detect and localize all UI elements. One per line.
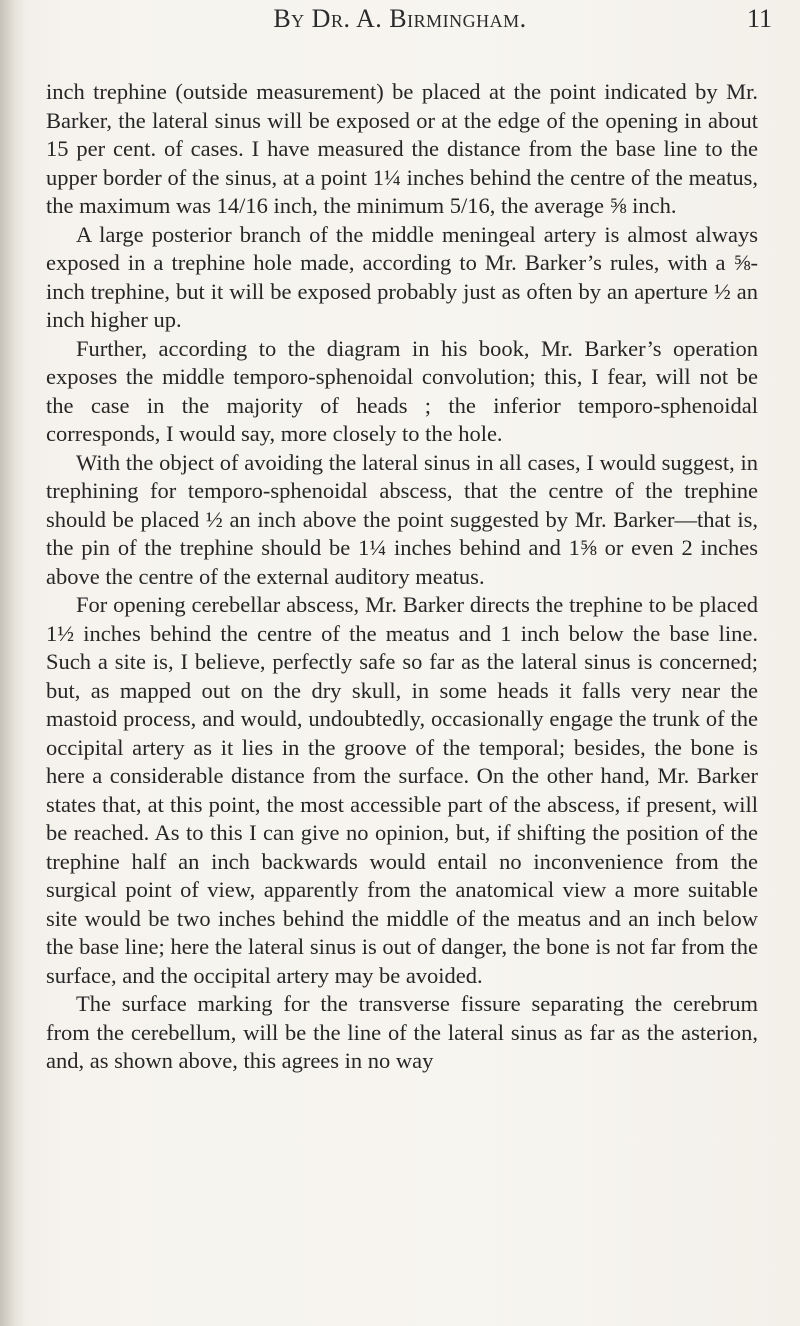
page-number: 11 bbox=[746, 4, 772, 33]
paragraph-5: For opening cerebellar abscess, Mr. Barker directs the trephine to be placed 1½ inches behind the centre of the meatus and 1 inch below the base line. Such a site is, I believe, perfectly safe so far as the lateral sinus is concerned; but, as mapped out on the dry skull, in some heads it falls very near the mastoid process, and would, undoubtedly, occasionally engage the trunk of the occipital artery as it lies in the groove of the temporal; besides, the bone is here a considerable distance from the surface. On the other hand, Mr. Barker states that, at this point, the most accessible part of the abscess, if present, will be reached. As to this I can give no opinion, but, if shifting the position of the trephine half an inch backwards would entail no inconvenience from the surgical point of view, apparently from the anatomical view a more suitable site would be two inches behind the middle of the meatus and an inch below the base line; here the lateral sinus is out of danger, the bone is not far from the surface, and the occipital artery may be avoided. bbox=[46, 592, 758, 988]
paragraph-4: With the object of avoiding the lateral sinus in all cases, I would suggest, in trephining for temporo-sphenoidal abscess, that the centre of the trephine should be placed ½ an inch above the point suggested by Mr. Barker—that is, the pin of the trephine should be 1¼ inches behind and 1⅝ or even 2 inches above the centre of the external auditory meatus. bbox=[46, 449, 758, 589]
page-header bbox=[0, 4, 800, 44]
paragraph-2: A large posterior branch of the middle meningeal artery is almost always exposed in a trephine hole made, according to Mr. Barker’s rules, with a ⅝-inch trephine, but it will be exposed probably just as often by an aperture ½ an inch higher up. bbox=[46, 221, 758, 332]
paragraph-6: The surface marking for the transverse fissure separating the cerebrum from the cerebellum, will be the line of the lateral sinus as far as the asterion, and, as shown above, this agrees in no way bbox=[46, 991, 758, 1073]
paragraph-1: inch trephine (outside measurement) be placed at the point indicated by Mr. Barker, the lateral sinus will be exposed or at the edge of the opening in about 15 per cent. of cases. I have measured the distance from the base line to the upper border of the sinus, at a point 1¼ inches behind the centre of the meatus, the maximum was 14/16 inch, the minimum 5/16, the average ⅝ inch. bbox=[46, 79, 758, 218]
body-text bbox=[46, 78, 758, 1076]
running-head: By Dr. A. Birmingham. bbox=[273, 4, 527, 33]
paragraph-3: Further, according to the diagram in his book, Mr. Barker’s operation exposes the middle temporo-sphenoidal convolution; this, I fear, will not be the case in the majority of heads ; the inferior temporo-sphenoidal corresponds, I would say, more closely to the hole. bbox=[46, 335, 758, 446]
page-edge-shadow bbox=[0, 0, 26, 1326]
